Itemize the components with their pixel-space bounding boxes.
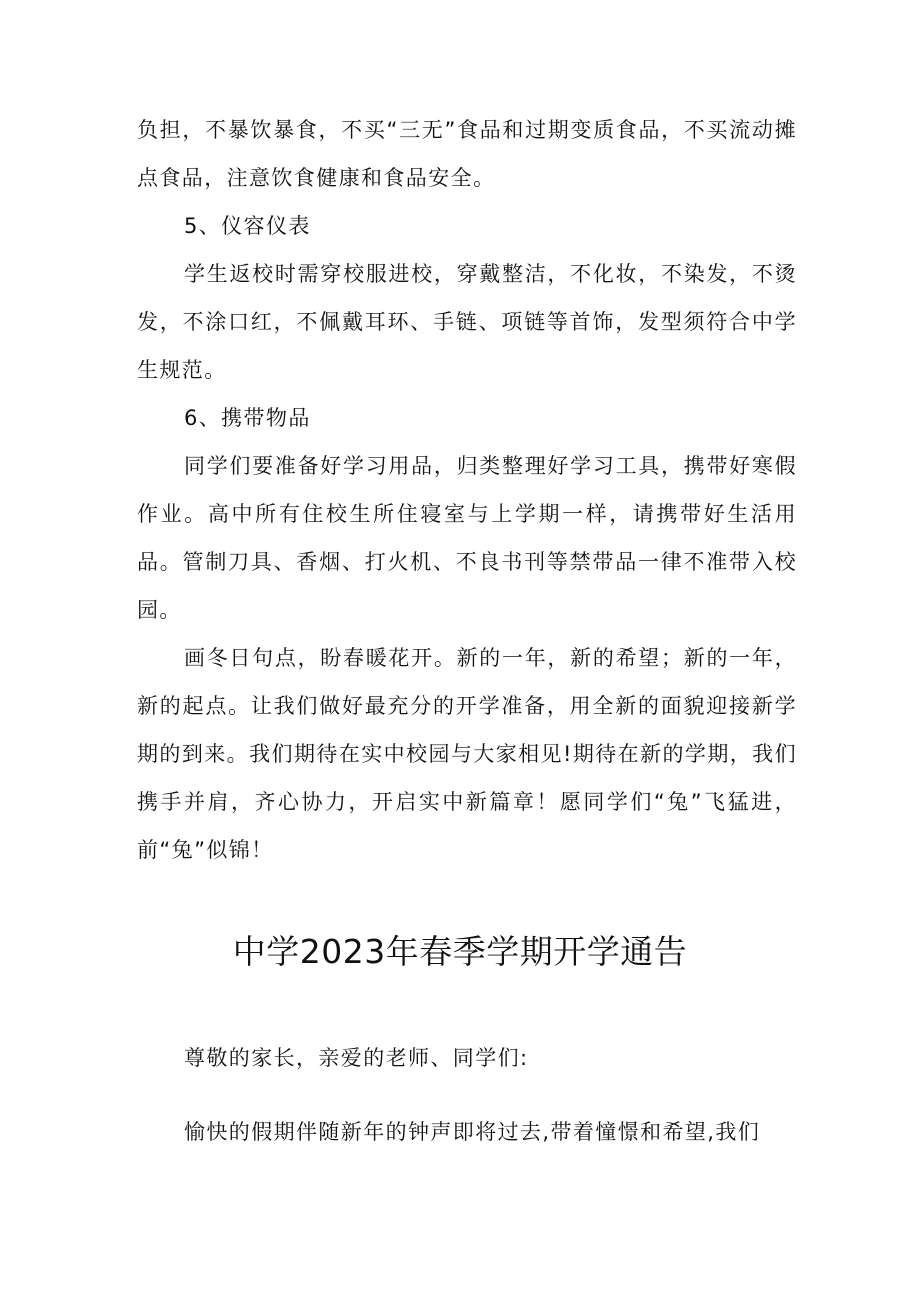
section-heading-appearance: 5、仪容仪表 bbox=[184, 214, 311, 238]
section-heading-belongings: 6、携带物品 bbox=[184, 406, 311, 430]
paragraph-food-safety: 负担，不暴饮暴食，不买“三无”食品和过期变质食品，不买流动摊点食品，注意饮食健康和食品安全。 bbox=[137, 118, 797, 190]
salutation: 尊敬的家长，亲爱的老师、同学们: bbox=[184, 1046, 529, 1070]
paragraph-belongings: 同学们要准备好学习用品，归类整理好学习工具，携带好寒假作业。高中所有住校生所住寝室与上学期一样，请携带好生活用品。管制刀具、香烟、打火机、不良书刊等禁带品一律不准带入校园。 bbox=[137, 454, 797, 622]
notice-title: 中学2023年春季学期开学通告 bbox=[232, 932, 688, 971]
paragraph-closing-wishes: 画冬日句点，盼春暖花开。新的一年，新的希望；新的一年，新的起点。让我们做好最充分的开学准备，用全新的面貌迎接新学期的到来。我们期待在实中校园与大家相见!期待在新的学期，我们携手并肩，齐心协力，开启实中新篇章！愿同学们“兔”飞猛进，前“兔”似锦！ bbox=[137, 646, 797, 862]
paragraph-opening: 愉快的假期伴随新年的钟声即将过去,带着憧憬和希望,我们 bbox=[184, 1120, 761, 1144]
paragraph-appearance: 学生返校时需穿校服进校，穿戴整洁，不化妆，不染发，不烫发，不涂口红，不佩戴耳环、手链、项链等首饰，发型须符合中学生规范。 bbox=[137, 262, 797, 382]
